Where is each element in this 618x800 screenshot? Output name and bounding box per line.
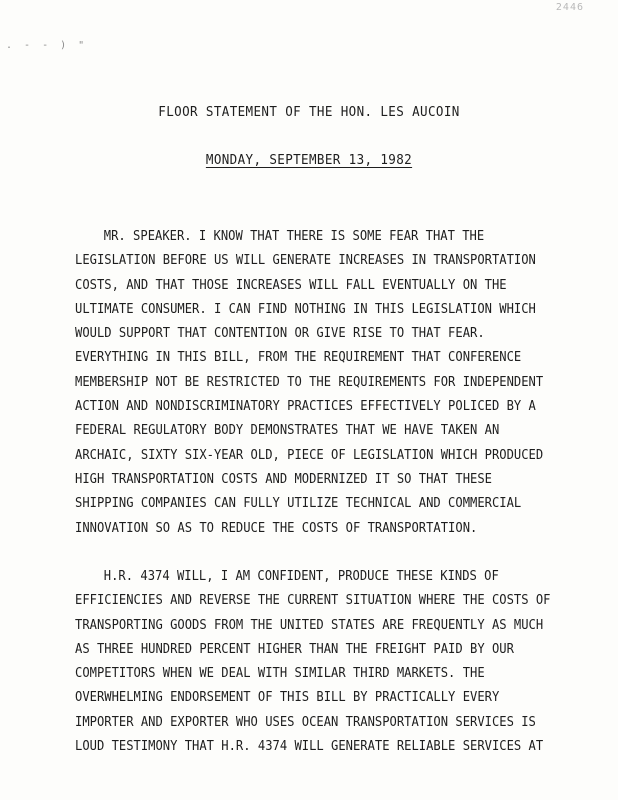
paragraph-line: MEMBERSHIP NOT BE RESTRICTED TO THE REQUIREMENTS FOR INDEPENDENT <box>75 373 544 390</box>
paragraph-line: WOULD SUPPORT THAT CONTENTION OR GIVE RISE TO THAT FEAR. <box>75 325 485 342</box>
paragraph-line: SHIPPING COMPANIES CAN FULLY UTILIZE TECHNICAL AND COMMERCIAL <box>75 495 522 512</box>
paragraph-line: ACTION AND NONDISCRIMINATORY PRACTICES EFFECTIVELY POLICED BY A <box>75 398 536 415</box>
paragraph-line: H.R. 4374 WILL, I AM CONFIDENT, PRODUCE THESE KINDS OF <box>103 568 499 584</box>
paragraph-1 <box>75 224 555 540</box>
paragraph-line: ARCHAIC, SIXTY SIX-YEAR OLD, PIECE OF LEGISLATION WHICH PRODUCED <box>75 446 544 463</box>
paragraph-line: IMPORTER AND EXPORTER WHO USES OCEAN TRANSPORTATION SERVICES IS <box>75 713 536 730</box>
margin-mark: . - - ) " <box>6 40 88 51</box>
corner-page-number: 2446 <box>555 2 584 13</box>
paragraph-line: ULTIMATE CONSUMER. I CAN FIND NOTHING IN THIS LEGISLATION WHICH <box>75 300 536 317</box>
statement-date: MONDAY, SEPTEMBER 13, 1982 <box>205 152 413 168</box>
paragraph-line: LEGISLATION BEFORE US WILL GENERATE INCREASES IN TRANSPORTATION <box>75 252 536 269</box>
paragraph-line: EVERYTHING IN THIS BILL, FROM THE REQUIREMENT THAT CONFERENCE <box>75 349 522 366</box>
paragraph-line: LOUD TESTIMONY THAT H.R. 4374 WILL GENERATE RELIABLE SERVICES AT <box>75 738 544 755</box>
paragraph-line: TRANSPORTING GOODS FROM THE UNITED STATES ARE FREQUENTLY AS MUCH <box>75 616 544 633</box>
paragraph-2 <box>75 564 555 758</box>
statement-title: FLOOR STATEMENT OF THE HON. LES AUCOIN <box>158 104 460 120</box>
paragraph-line: COSTS, AND THAT THOSE INCREASES WILL FALL EVENTUALLY ON THE <box>75 276 507 293</box>
paragraph-line: HIGH TRANSPORTATION COSTS AND MODERNIZED IT SO THAT THESE <box>75 470 492 487</box>
paragraph-line: EFFICIENCIES AND REVERSE THE CURRENT SITUATION WHERE THE COSTS OF <box>75 592 551 609</box>
paragraph-line: OVERWHELMING ENDORSEMENT OF THIS BILL BY PRACTICALLY EVERY <box>75 689 500 706</box>
paragraph-line: COMPETITORS WHEN WE DEAL WITH SIMILAR THIRD MARKETS. THE <box>75 665 485 682</box>
paragraph-line: AS THREE HUNDRED PERCENT HIGHER THAN THE FREIGHT PAID BY OUR <box>75 640 514 657</box>
paragraph-line: FEDERAL REGULATORY BODY DEMONSTRATES THAT WE HAVE TAKEN AN <box>75 422 500 439</box>
paragraph-line: INNOVATION SO AS TO REDUCE THE COSTS OF TRANSPORTATION. <box>75 519 478 536</box>
paragraph-line: MR. SPEAKER. I KNOW THAT THERE IS SOME FEAR THAT THE <box>103 228 485 244</box>
